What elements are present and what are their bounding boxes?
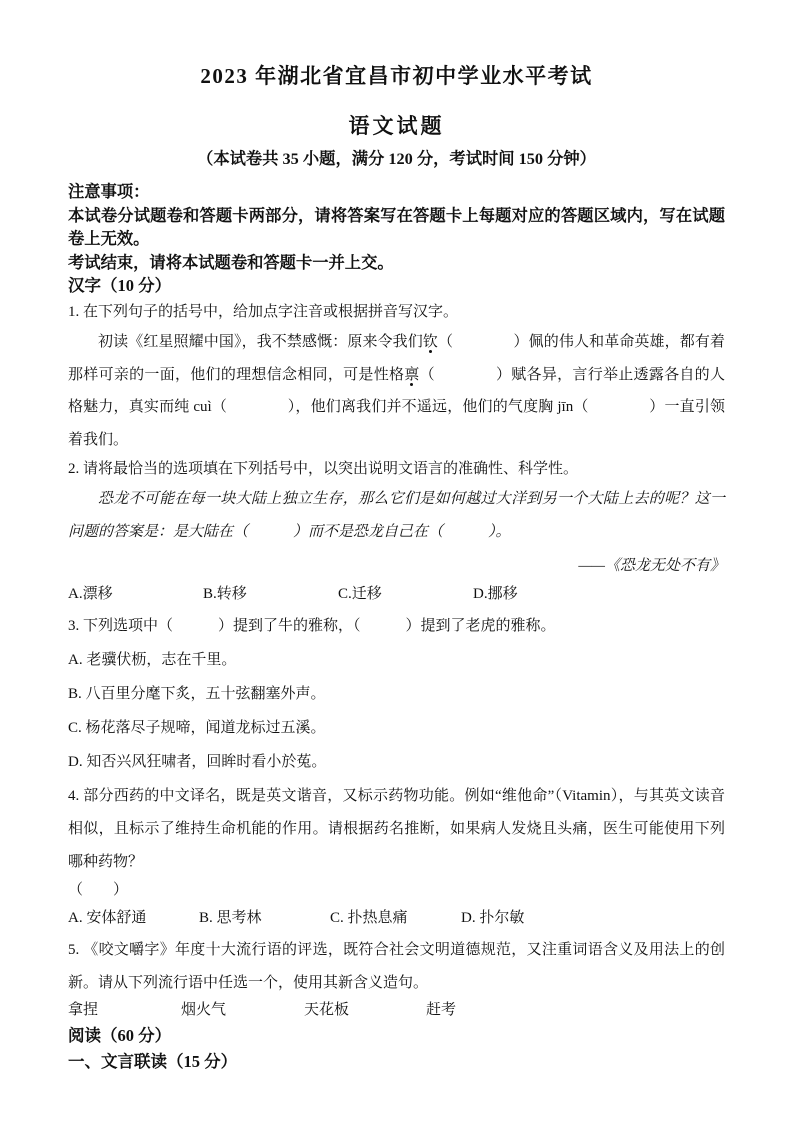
- exam-subject-title: 语文试题: [348, 114, 445, 138]
- q3-options-list: [68, 648, 725, 774]
- q5-phrase: 拿捏: [68, 1001, 99, 1018]
- q5-stem: 5. 《咬文嚼字》年度十大流行语的评选，既符合社会文明道德规范，又注重词语含义及用法上的创新。请从下列流行语中任选一个，使用其新含义造句。: [68, 942, 725, 992]
- page-content: [68, 0, 725, 1074]
- q2-option: A.漂移: [68, 586, 113, 603]
- q1-passage-segment: 钦: [422, 334, 439, 350]
- q4-options-row: [68, 906, 725, 930]
- q4-option: C. 扑热息痛: [330, 910, 408, 927]
- exam-title: 2023 年湖北省宜昌市初中学业水平考试: [200, 64, 593, 88]
- q2-passage: 恐龙不可能在每一块大陆上独立生存，那么它们是如何越过大洋到另一个大陆上去的呢？这一问题的答案是：是大陆在（ ）而不是恐龙自己在（ ）。: [68, 490, 725, 540]
- notice-heading: 注意事项：: [68, 182, 150, 201]
- q1-passage-segment: 禀: [404, 366, 420, 383]
- q2-option: B.转移: [203, 586, 247, 603]
- q4-option: B. 思考林: [199, 910, 262, 927]
- q3-option: D. 知否兴风狂啸者，回眸时看小於菟。: [68, 754, 327, 771]
- q4-stem: 4. 部分西药的中文译名，既是英文谐音，又标示药物功能。例如“维他命”（Vitamin），与其英文读音相似，且标示了维持生命机能的作用。请根据药名推断，如果病人发烧且头痛，医生可能使用下列哪种药物？: [68, 788, 725, 870]
- section-wenyan-heading: 一、文言联读（15 分）: [68, 1051, 238, 1071]
- q2-options-row: [68, 582, 725, 606]
- q2-stem: 2. 请将最恰当的选项填在下列括号中，以突出说明文语言的准确性、科学性。: [68, 460, 579, 477]
- q1-passage-segment: （ ）佩的伟人和革命英雄，都有着那样可亲的一面，他们的理想信念相同，可是性格: [68, 334, 725, 383]
- section-hanzi-heading: 汉字（10 分）: [68, 276, 172, 295]
- q1-stem: 1. 在下列句子的括号中，给加点字注音或根据拼音写汉字。: [68, 304, 459, 320]
- q2-option: C.迁移: [338, 586, 382, 603]
- q5-phrases-row: [68, 998, 725, 1022]
- q3-option: B. 八百里分麾下炙，五十弦翻塞外声。: [68, 686, 326, 703]
- q2-option: D.挪移: [473, 586, 518, 603]
- notice-paragraph-2: 考试结束，请将本试题卷和答题卡一并上交。: [68, 252, 394, 272]
- q5-phrase: 天花板: [304, 1001, 350, 1018]
- q5-phrase: 赶考: [426, 1001, 457, 1018]
- q1-passage: [68, 326, 725, 457]
- q1-passage-segment: 初读《红星照耀中国》，我不禁感慨：原来令我们: [98, 334, 423, 350]
- q4-answer-bracket: （ ）: [68, 882, 129, 899]
- exam-meta-line: （本试卷共 35 小题，满分 120 分，考试时间 150 分钟）: [197, 149, 596, 168]
- q3-stem: 3. 下列选项中（ ）提到了牛的雅称，（ ）提到了老虎的雅称。: [68, 618, 556, 635]
- q3-option: C. 杨花落尽子规啼，闻道龙标过五溪。: [68, 720, 326, 737]
- section-reading-heading: 阅读（60 分）: [68, 1025, 172, 1045]
- q2-source-citation: ——《恐龙无处不有》: [578, 558, 725, 575]
- q3-option: A. 老骥伏枥，志在千里。: [68, 652, 237, 669]
- q4-option: D. 扑尔敏: [461, 910, 525, 927]
- q4-option: A. 安体舒通: [68, 910, 147, 927]
- notice-paragraph-1: 本试卷分试题卷和答题卡两部分，请将答案写在答题卡上每题对应的答题区域内，写在试题卷上无效。: [68, 205, 725, 248]
- q5-phrase: 烟火气: [181, 1001, 227, 1018]
- notice-section: [68, 180, 725, 274]
- q1-passage-segment: （ ）赋各异，言行举止透露各自的人格魅力，真实而纯 cuì（ ），他们离我们并不遥远，他们的气度胸 jīn（ ）一直引领着我们。: [68, 366, 725, 449]
